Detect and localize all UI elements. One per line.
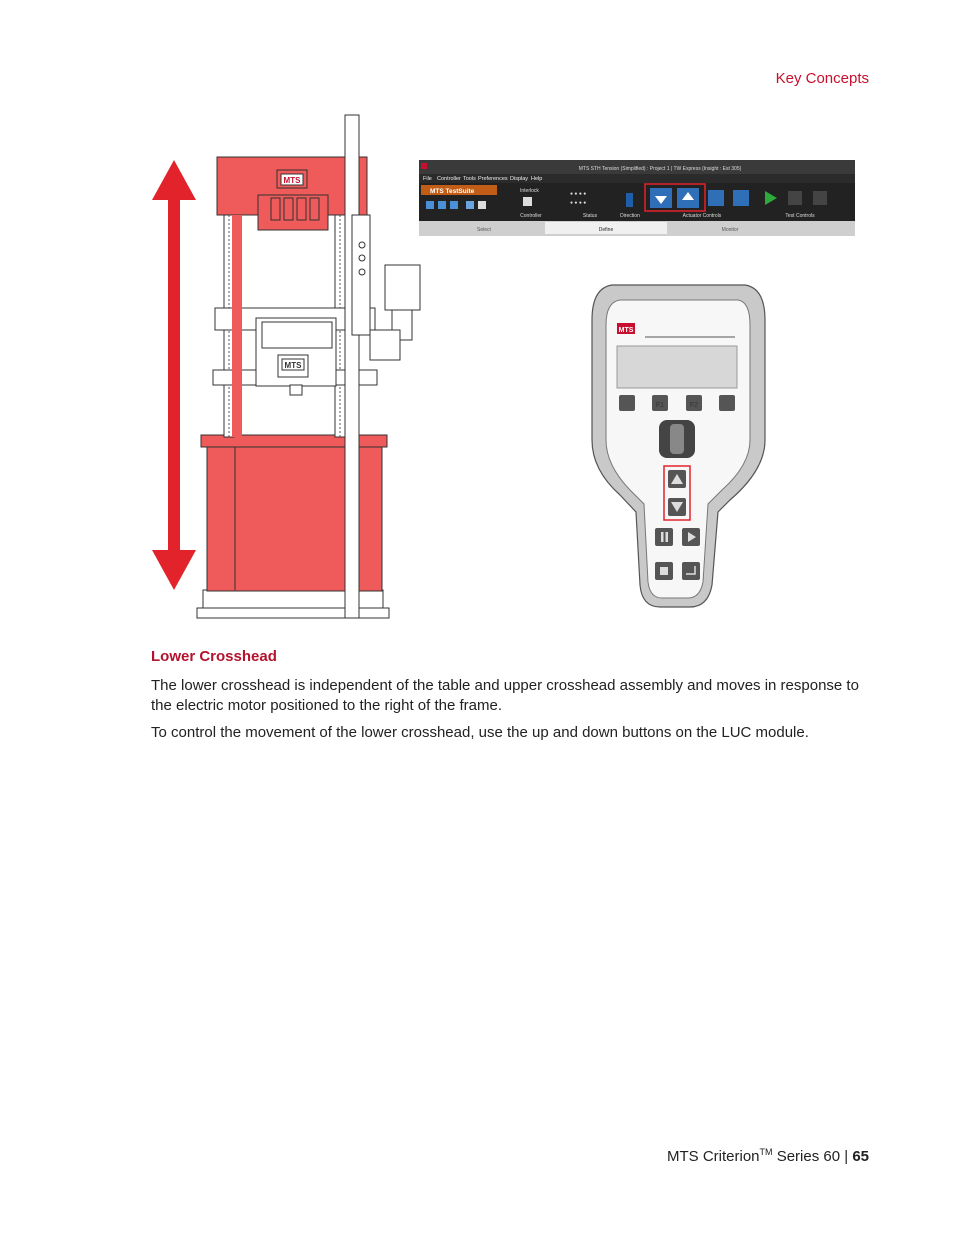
group-status: Status: [582, 213, 598, 219]
group-controller: Controller: [520, 213, 542, 219]
footer-series: Series 60 |: [772, 1148, 853, 1165]
page-number: 65: [852, 1148, 869, 1165]
svg-text:F2: F2: [689, 402, 699, 409]
handset-enter-button[interactable]: [682, 562, 700, 580]
paragraph: To control the movement of the lower crosshead, use the up and down buttons on the LUC module.: [151, 724, 809, 741]
double-arrow-icon: [152, 160, 196, 590]
svg-text:MTS: MTS: [284, 361, 302, 370]
handset-pause-button[interactable]: [655, 528, 673, 546]
svg-text:MTS: MTS: [618, 327, 634, 334]
menu-help[interactable]: Help: [531, 176, 543, 182]
print-icon[interactable]: [466, 201, 474, 209]
page-footer: [667, 1147, 869, 1165]
frame-logo: [281, 174, 303, 185]
handset-key-lock-icon[interactable]: [719, 395, 735, 411]
group-test-controls: Test Controls: [785, 213, 815, 219]
footer-trademark: TM: [759, 1147, 773, 1157]
reset-icon[interactable]: [523, 197, 532, 206]
new-icon[interactable]: [450, 201, 458, 209]
group-actuator-controls: Actuator Controls: [682, 213, 722, 219]
menu-file[interactable]: File: [423, 176, 432, 182]
svg-text:MTS: MTS: [283, 176, 301, 185]
test-frame: [197, 115, 420, 618]
menu-preferences[interactable]: Preferences: [478, 176, 508, 182]
handset-key-book-icon[interactable]: [619, 395, 635, 411]
toolbar-title: MTS STH Tension (Simplified) : Project 1 | TW Express (Insight : Est 305): [578, 166, 742, 172]
open-icon[interactable]: [426, 201, 434, 209]
svg-text:F1: F1: [655, 402, 665, 409]
svg-text:● ● ● ●: ● ● ● ●: [570, 191, 587, 197]
svg-text:● ● ● ●: ● ● ● ●: [570, 200, 587, 206]
tab-select[interactable]: Select: [477, 227, 491, 233]
direction-icon: [626, 193, 633, 207]
toolbar-brand: MTS TestSuite: [430, 188, 475, 195]
menu-tools[interactable]: Tools: [463, 176, 476, 182]
software-toolbar: [419, 160, 855, 236]
tab-monitor[interactable]: Monitor: [721, 227, 739, 233]
handset-display: [617, 346, 737, 388]
stop-icon[interactable]: [813, 191, 827, 205]
hold-icon[interactable]: [788, 191, 802, 205]
tab-define[interactable]: Define: [598, 227, 614, 233]
paragraph: The lower crosshead is independent of the table and upper crosshead assembly and moves in response to the electric motor positioned to the right of the frame.: [151, 677, 859, 714]
menu-display[interactable]: Display: [510, 176, 529, 182]
return-icon[interactable]: [708, 190, 724, 206]
footer-product: MTS Criterion: [667, 1148, 760, 1165]
section-heading: Lower Crosshead: [151, 648, 277, 665]
running-header: Key Concepts: [775, 70, 869, 87]
luc-handset: [592, 285, 765, 607]
group-direction: Direction: [620, 213, 640, 219]
menu-controller[interactable]: Controller: [437, 176, 461, 182]
crosshead-logo: [282, 359, 304, 370]
export-icon[interactable]: [478, 201, 486, 209]
next-icon[interactable]: [733, 190, 749, 206]
interlock-label: Interlock: [520, 188, 539, 194]
save-icon[interactable]: [438, 201, 446, 209]
